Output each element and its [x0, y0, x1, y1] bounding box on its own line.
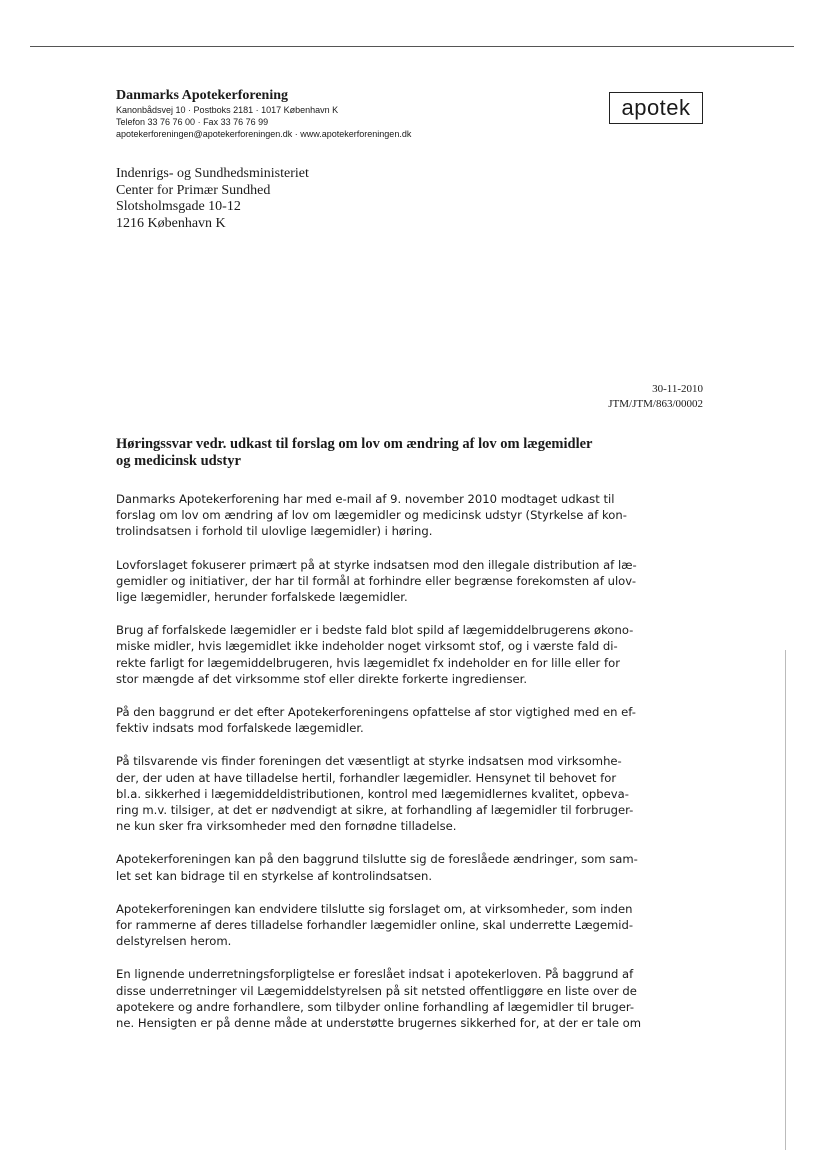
apotek-logo: apotek — [609, 92, 703, 124]
paragraph-line: ne kun sker fra virksomheder med den fornødne tilladelse. — [116, 819, 457, 834]
paragraph-line: trolindsatsen i forhold til ulovlige lægemidler) i høring. — [116, 524, 433, 539]
paragraph-line: På tilsvarende vis finder foreningen det væsentligt at styrke indsatsen mod virksomhe- — [116, 754, 622, 769]
paragraph-line: Apotekerforeningen kan endvidere tilslutte sig forslaget om, at virksomheder, som inden — [116, 901, 633, 916]
body-paragraph — [116, 491, 700, 540]
web-line: apotekerforeningen@apotekerforeningen.dk · www.apotekerforeningen.dk — [116, 129, 412, 139]
paragraph-line: forslag om lov om ændring af lov om lægemidler og medicinsk udstyr (Styrkelse af kon- — [116, 508, 627, 523]
letter-body — [116, 491, 700, 1048]
letter-date: 30-11-2010 — [652, 383, 703, 395]
top-rule — [30, 46, 794, 47]
letterhead — [116, 88, 586, 140]
title-line: Høringssvar vedr. udkast til forslag om lov om ændring af lov om lægemidler — [116, 436, 593, 452]
paragraph-line: fektiv indsats mod forfalskede lægemidler. — [116, 721, 364, 736]
letter-meta — [500, 382, 703, 412]
paragraph-line: ring m.v. tilsiger, at det er nødvendigt at sikre, at forhandling af lægemidler til forbruger- — [116, 803, 634, 818]
recipient-line: Indenrigs- og Sundhedsministeriet — [116, 166, 309, 181]
paragraph-line: En lignende underretningsforpligtelse er foreslået indsat i apotekerloven. På baggrund af — [116, 967, 634, 982]
paragraph-line: Danmarks Apotekerforening har med e-mail af 9. november 2010 modtaget udkast til — [116, 492, 615, 506]
paragraph-line: let set kan bidrage til en styrkelse af kontrolindsatsen. — [116, 868, 433, 883]
paragraph-line: Brug af forfalskede lægemidler er i bedste fald blot spild af lægemiddelbrugerens økono- — [116, 623, 634, 638]
paragraph-line: for rammerne af deres tilladelse forhandler lægemidler online, skal underrette Lægemid- — [116, 918, 634, 933]
recipient-line: Slotsholmsgade 10-12 — [116, 199, 241, 214]
body-paragraph — [116, 622, 700, 687]
paragraph-line: Lovforslaget fokuserer primært på at styrke indsatsen mod den illegale distribution af læ- — [116, 557, 637, 572]
paragraph-line: der, der uden at have tilladelse hertil, forhandler lægemidler. Hensynet til behovet for — [116, 770, 617, 785]
recipient-line: Center for Primær Sundhed — [116, 182, 271, 198]
paragraph-line: bl.a. sikkerhed i lægemiddeldistributionen, kontrol med lægemidlernes kvalitet, opbeva- — [116, 786, 629, 801]
body-paragraph — [116, 557, 700, 606]
paragraph-line: Apotekerforeningen kan på den baggrund tilslutte sig de foreslåede ændringer, som sam- — [116, 852, 638, 867]
body-paragraph — [116, 966, 700, 1031]
paragraph-line: ne. Hensigten er på denne måde at understøtte brugernes sikkerhed for, at der er tale om — [116, 1016, 642, 1031]
paragraph-line: apotekere og andre forhandlere, som tilbyder online forhandling af lægemidler til bruger- — [116, 999, 635, 1014]
paragraph-line: disse underretninger vil Lægemiddelstyrelsen på sit netsted offentliggøre en liste over de — [116, 983, 637, 998]
address-line: Kanonbådsvej 10 · Postboks 2181 · 1017 København K — [116, 105, 339, 115]
paragraph-line: stor mængde af det virksomme stof eller direkte forkerte ingredienser. — [116, 671, 527, 686]
paragraph-line: delstyrelsen herom. — [116, 934, 232, 949]
letter-title — [116, 436, 706, 470]
paragraph-line: På den baggrund er det efter Apotekerforeningens opfattelse af stor vigtighed med en ef- — [116, 705, 636, 720]
paragraph-line: lige lægemidler, herunder forfalskede lægemidler. — [116, 590, 408, 605]
paragraph-line: miske midler, hvis lægemidlet ikke indeholder noget virksomt stof, og i værste fald di- — [116, 639, 618, 654]
body-paragraph — [116, 901, 700, 950]
margin-rule — [785, 650, 786, 1150]
paragraph-line: rekte farligt for lægemiddelbrugeren, hvis lægemidlet fx indeholder en for lille eller for — [116, 655, 620, 670]
body-paragraph — [116, 704, 700, 736]
phone-line: Telefon 33 76 76 00 · Fax 33 76 76 99 — [116, 117, 269, 127]
recipient-line: 1216 København K — [116, 215, 226, 231]
letter-reference: JTM/JTM/863/00002 — [608, 398, 703, 410]
recipient-address — [116, 166, 309, 232]
title-line: og medicinsk udstyr — [116, 453, 241, 469]
org-name: Danmarks Apotekerforening — [116, 88, 289, 103]
body-paragraph — [116, 851, 700, 883]
body-paragraph — [116, 753, 700, 834]
paragraph-line: gemidler og initiativer, der har til formål at forhindre eller begrænse forekomsten af ulov- — [116, 573, 637, 588]
